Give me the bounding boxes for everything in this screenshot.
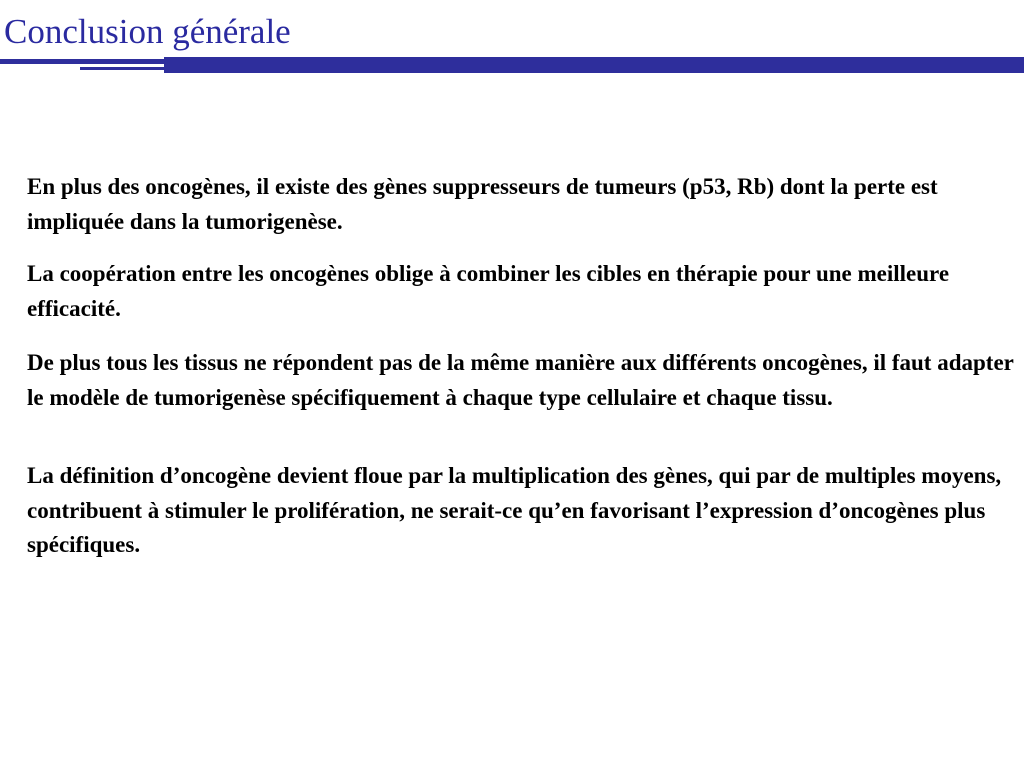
paragraph-tissue-specificity: De plus tous les tissus ne répondent pas de la même manière aux différents oncogènes, il faut adapter le modèle de tumorigenèse spécifiquement à chaque type cellulaire et chaque tissu. <box>27 350 1014 410</box>
title-underline <box>0 0 1024 80</box>
paragraph-tumor-suppressors: En plus des oncogènes, il existe des gènes suppresseurs de tumeurs (p53, Rb) dont la perte est impliquée dans la tumorigenèse. <box>27 174 938 234</box>
title-underline-left-segment <box>0 59 80 64</box>
paragraph-oncogene-cooperation: La coopération entre les oncogènes oblige à combiner les cibles en thérapie pour une meilleure efficacité. <box>27 261 950 321</box>
title-underline-right-segment <box>164 57 1024 73</box>
slide-body <box>27 170 1017 563</box>
title-underline-gap <box>80 64 164 67</box>
slide-title: Conclusion générale <box>4 12 291 51</box>
paragraph-oncogene-definition: La définition d’oncogène devient floue par la multiplication des gènes, qui par de multiples moyens, contribuent à stimuler le prolifération, ne serait-ce qu’en favorisant l’expression d’oncogènes plus spécifiques. <box>27 463 1002 557</box>
